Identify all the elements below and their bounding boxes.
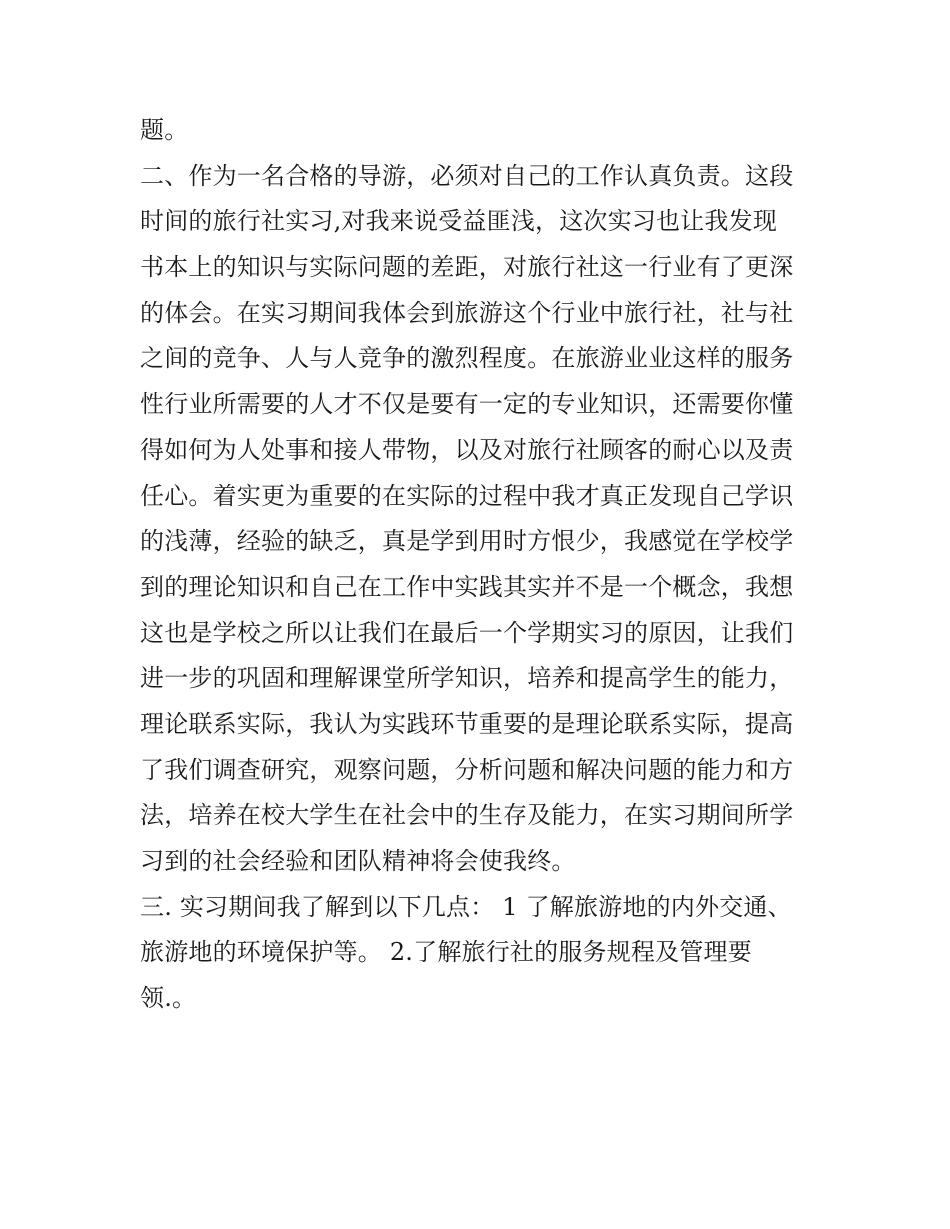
text-line: 的体会。在实习期间我体会到旅游这个行业中旅行社，社与社 [140, 298, 794, 327]
text-line-section-2-start: 二、作为一名合格的导游，必须对自己的工作认真负责。这段 [140, 161, 794, 190]
text-line: 得如何为人处事和接人带物，以及对旅行社顾客的耐心以及责 [140, 435, 794, 464]
text-line: 习到的社会经验和团队精神将会使我终。 [140, 847, 576, 875]
text-line: 任心。着实更为重要的在实际的过程中我才真正发现自己学识 [140, 481, 794, 510]
text-line: 的浅薄，经验的缺乏，真是学到用时方恨少，我感觉在学校学 [140, 527, 794, 556]
text-line: 理论联系实际，我认为实践环节重要的是理论联系实际，提高 [140, 709, 794, 738]
text-line: 时间的旅行社实习,对我来说受益匪浅，这次实习也让我发现 [140, 207, 778, 236]
text-line: 到的理论知识和自己在工作中实践其实并不是一个概念，我想 [140, 572, 794, 601]
text-line-section-3-start: 三. 实习期间我了解到以下几点： 1 了解旅游地的内外交通、 [140, 892, 792, 921]
text-line: 进一步的巩固和理解课堂所学知识，培养和提高学生的能力， [140, 664, 794, 693]
text-line: 性行业所需要的人才不仅是要有一定的专业知识，还需要你懂 [140, 390, 794, 419]
text-line: 旅游地的环境保护等。 2.了解旅行社的服务规程及管理要 [140, 938, 752, 967]
text-line: 之间的竞争、人与人竞争的激烈程度。在旅游业业这样的服务 [140, 344, 794, 373]
document-body [140, 108, 820, 1022]
text-line: 书本上的知识与实际问题的差距，对旅行社这一行业有了更深 [140, 253, 794, 282]
text-line: 了我们调查研究，观察问题，分析问题和解决问题的能力和方 [140, 755, 794, 784]
text-line: 领.。 [140, 984, 197, 1013]
text-line: 这也是学校之所以让我们在最后一个学期实习的原因，让我们 [140, 618, 794, 647]
text-line: 法，培养在校大学生在社会中的生存及能力，在实习期间所学 [140, 801, 794, 830]
text-line-continuation: 题。 [140, 116, 189, 144]
